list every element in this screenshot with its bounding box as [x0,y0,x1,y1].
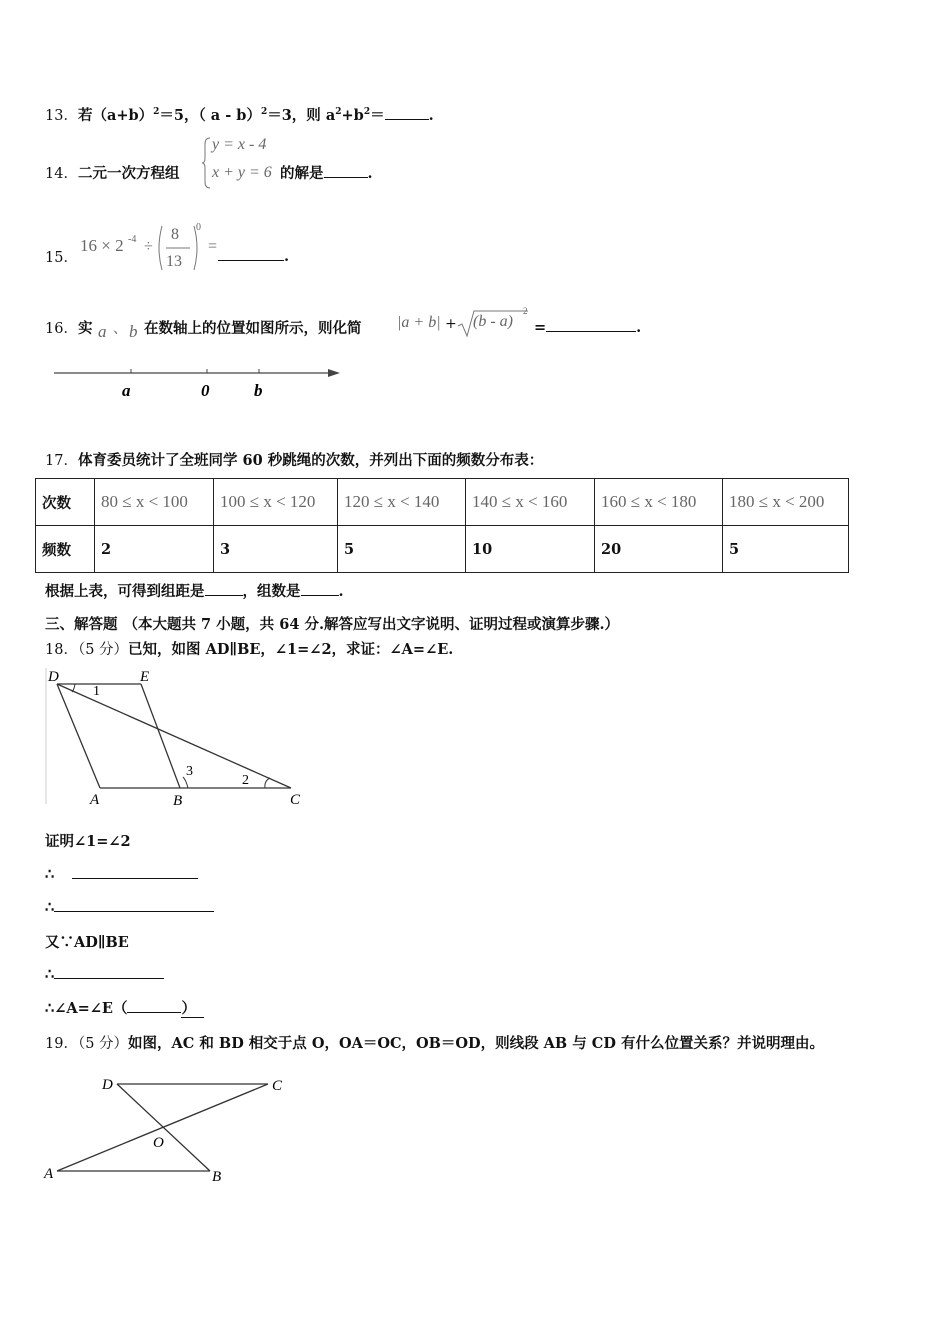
label-B: B [212,1169,222,1185]
label-1: 1 [93,684,100,699]
question-17 [45,449,543,470]
q15-exp: -4 [128,234,137,245]
q14-text: 二元一次方程组 [77,165,180,182]
proof-title [45,830,131,851]
q14-eq1: y = x - 4 [212,136,267,153]
question-13 [45,104,434,125]
angle-2-arc [265,778,270,788]
proof-title-text: 证明∠1=∠2 [45,833,131,850]
q17-number: 17． [45,453,78,469]
q14-text: 的解是 [280,165,324,182]
q17-followup-text: ，组数是 [242,583,301,600]
proof-step-3 [45,931,129,952]
table-header-cell: 次数 [36,479,95,526]
q17-followup [45,580,344,601]
table-cell: 10 [466,526,595,573]
q13-text: ＝3，则 a [267,107,336,124]
label-A: A [90,792,100,808]
table-cell: 20 [595,526,723,573]
label-O: O [153,1135,164,1151]
q13-sup: 2 [153,107,160,118]
label-C: C [272,1078,283,1094]
proof-step-2 [45,897,214,916]
frequency-table [35,478,849,573]
proof-blank-1[interactable] [72,864,198,879]
q14-end: . [367,165,373,182]
parenthesis-icon [154,222,214,274]
q15-end: . [284,248,290,265]
proof-blank-3[interactable] [54,964,164,979]
q17-end: . [338,583,344,600]
q16-var-b: b [129,322,138,341]
q13-text: +b [341,107,364,124]
q18-geometry-figure [40,664,310,809]
label-2: 2 [242,773,249,788]
q16-tail [534,317,641,336]
q15-number-wrap [45,246,78,267]
therefore-symbol: ∴ [45,899,55,916]
question-18 [45,638,453,659]
label-D: D [102,1077,113,1093]
q17-interval-blank[interactable] [205,581,243,596]
q15-eq: = [208,238,218,255]
axis-label-0: 0 [201,381,210,400]
section-title: 三、解答题 [45,616,118,633]
proof-step-1 [45,864,198,883]
q16-text: 在数轴上的位置如图所示，则化简 [144,320,362,337]
q14-tail [280,162,373,183]
q16-answer-blank[interactable] [546,317,636,332]
table-cell: 5 [723,526,849,573]
proof-step-4 [45,964,164,983]
q13-answer-blank[interactable] [385,105,429,120]
therefore-symbol: ∴ [45,966,55,983]
axis-label-b: b [254,381,263,400]
q13-sup: 2 [335,107,342,118]
q16-expr2: (b - a) [473,313,513,330]
segment-CA [57,1084,268,1171]
q15-div: ÷ [144,238,153,255]
q15-tail [218,246,289,265]
axis-label-a: a [122,381,131,400]
q18-number: 18． [45,642,78,658]
section-note: （本大题共 7 小题，共 64 分.解答应写出文字说明、证明过程或演算步骤.） [123,616,620,633]
q13-text: ＝5，（ a - b） [159,107,261,124]
axis-arrow-icon [328,369,340,377]
table-cell: 140 ≤ x < 160 [466,479,595,526]
table-cell: 180 ≤ x < 200 [723,479,849,526]
table-cell: 3 [214,526,338,573]
number-line-figure [50,362,360,402]
label-D: D [48,669,59,685]
proof-since-text: 又∵AD∥BE [45,934,129,951]
q15-frac-den: 13 [166,253,182,270]
table-cell: 2 [95,526,214,573]
label-B: B [173,793,183,809]
question-16 [45,317,92,338]
q16-sep: 、 [113,322,127,337]
q16-text-b-wrap [144,317,362,338]
label-E: E [140,669,150,685]
q18-score: （5 分） [77,642,129,658]
q19-text: 如图，AC 和 BD 相交于点 O，OA＝OC，OB＝OD，则线段 AB 与 CD 有什么位置关系？并说明理由。 [128,1035,824,1052]
table-cell: 80 ≤ x < 100 [95,479,214,526]
q15-exp: 0 [196,222,201,233]
label-C: C [290,792,301,808]
q18-text: 已知，如图 AD∥BE，∠1=∠2，求证：∠A=∠E. [128,641,454,658]
q13-text: 若（a+b） [77,107,154,124]
q13-number: 13． [45,108,78,124]
q14-answer-blank[interactable] [324,163,368,178]
q13-end: . [428,107,434,124]
therefore-symbol: ∴ [45,866,55,883]
q13-sup: 2 [260,107,268,118]
question-14 [45,162,179,183]
q19-score: （5 分） [77,1036,129,1052]
table-cell: 5 [338,526,466,573]
q16-number: 16． [45,321,78,337]
q15-answer-blank[interactable] [218,246,284,261]
q16-end: . [636,319,642,336]
q19-number: 19． [45,1036,78,1052]
q17-text: 体育委员统计了全班同学 60 秒跳绳的次数，并列出下面的频数分布表： [77,452,544,469]
table-cell: 120 ≤ x < 140 [338,479,466,526]
q19-geometry-figure [40,1068,300,1188]
table-cell: 160 ≤ x < 180 [595,479,723,526]
table-row [36,526,849,573]
q17-groups-blank[interactable] [301,581,339,596]
q14-number: 14． [45,166,78,182]
q16-expr1: |a + b| [397,314,441,331]
q17-followup-text: 根据上表，可得到组距是 [45,583,205,600]
proof-reason-blank[interactable] [127,998,181,1013]
q16-exp: 2 [523,306,528,316]
q16-plus: + [445,316,457,332]
section-heading [45,613,619,634]
proof-final-text: ∴∠A=∠E（ [45,1000,128,1017]
proof-step-5 [45,997,204,1018]
q15-number: 15． [45,250,78,266]
q13-sup: 2 [363,107,371,118]
table-row [36,479,849,526]
label-A: A [44,1166,54,1182]
q16-var-a: a [98,322,107,341]
q16-text: 实 [77,320,93,337]
table-header-cell: 频数 [36,526,95,573]
table-cell: 100 ≤ x < 120 [214,479,338,526]
label-3: 3 [186,764,193,779]
q14-eq2: x + y = 6 [212,164,272,181]
question-19 [45,1032,824,1053]
proof-blank-2[interactable] [54,897,214,912]
q15-base: 16 × 2 [80,236,124,255]
q15-frac-num: 8 [171,226,179,243]
q14-equation-system [200,136,280,190]
q16-eq: = [534,319,547,336]
q13-text: ＝ [370,107,385,124]
proof-final-text: ） [181,1000,204,1018]
